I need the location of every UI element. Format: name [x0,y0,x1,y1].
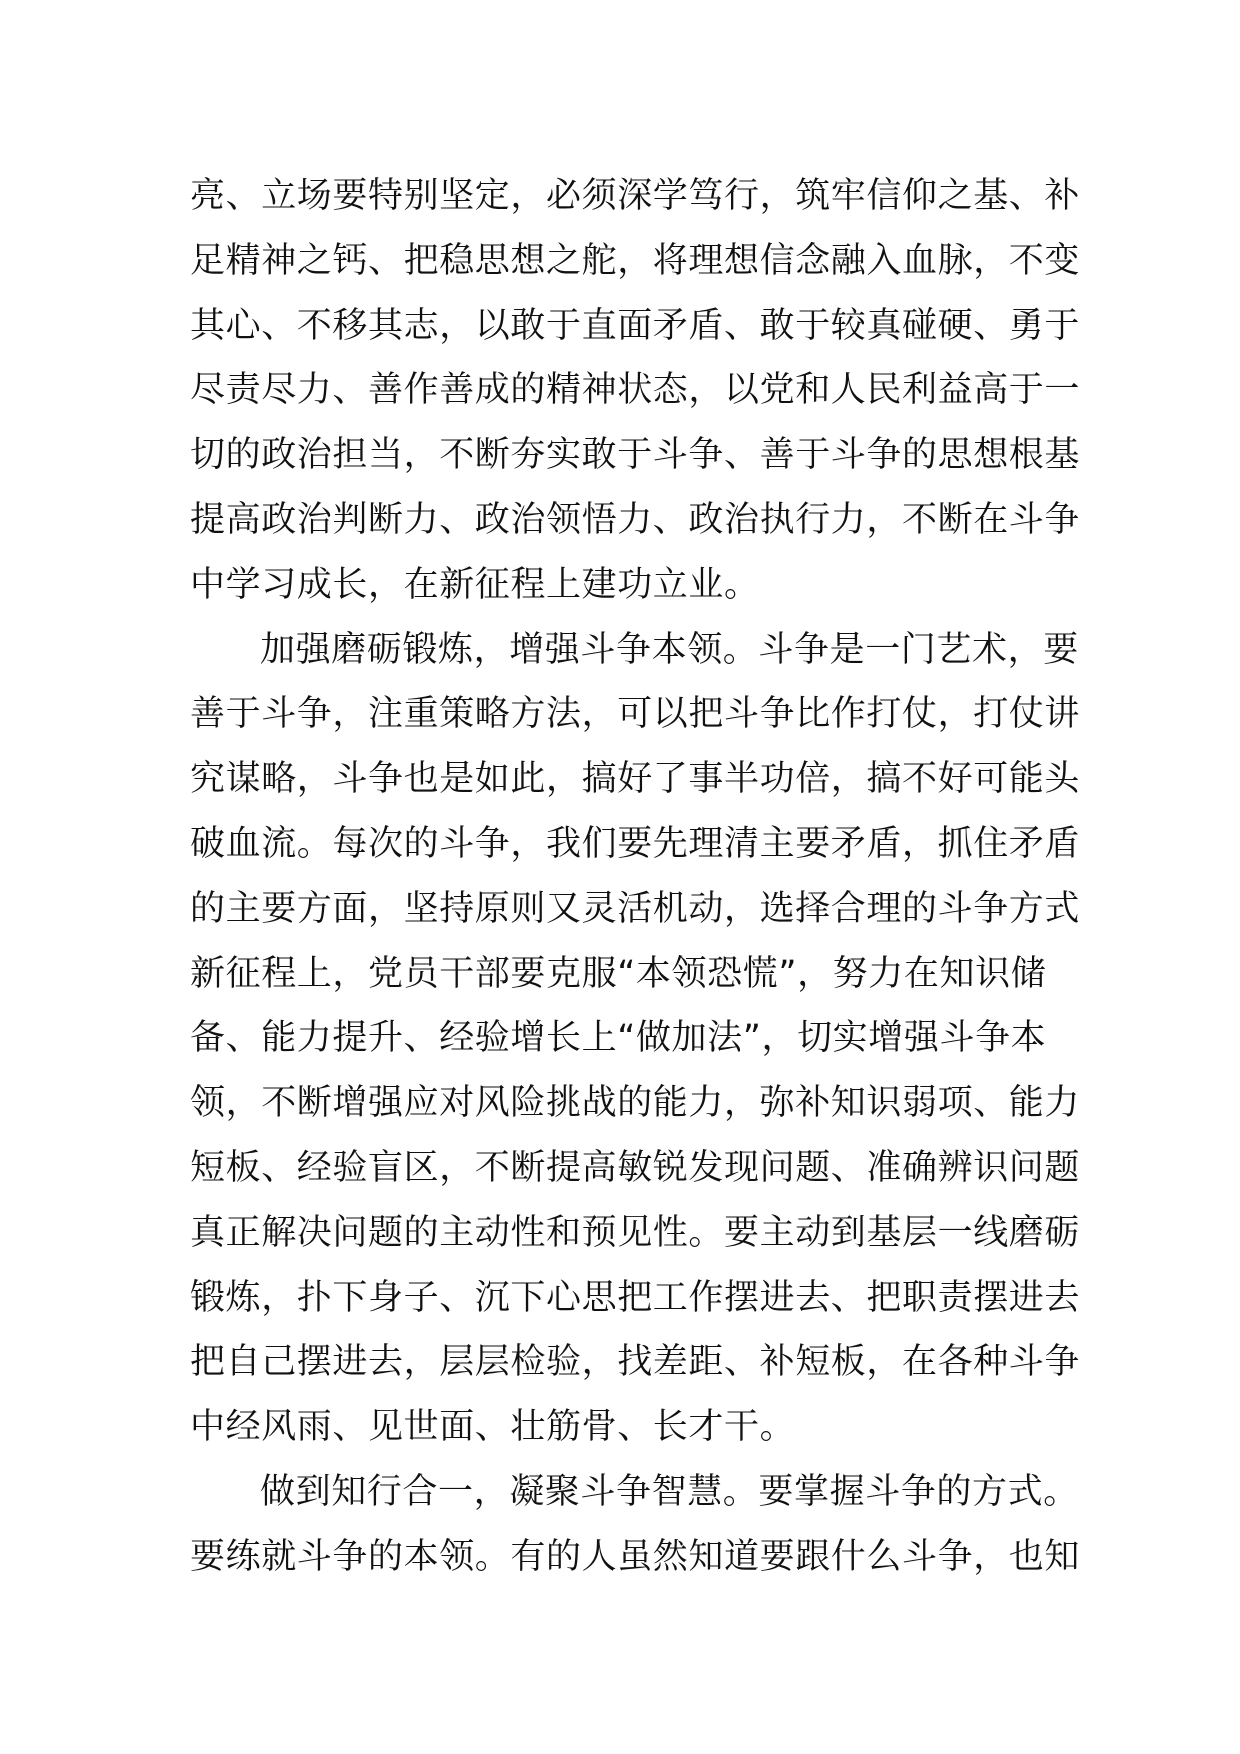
text-line: 亮、立场要特别坚定，必须深学笃行，筑牢信仰之基、补 [190,176,1081,216]
text-line: 要练就斗争的本领。有的人虽然知道要跟什么斗争，也知 [190,1536,1081,1577]
text-line: 把自己摆进去，层层检验，找差距、补短板，在各种斗争 [190,1342,1081,1383]
text-line: 锻炼，扑下身子、沉下心思把工作摆进去、把职责摆进去 [190,1277,1081,1318]
text-line: 领，不断增强应对风险挑战的能力，弥补知识弱项、能力 [190,1083,1081,1124]
text-line: 中学习成长，在新征程上建功立业。 [190,564,760,605]
text-line: 善于斗争，注重策略方法，可以把斗争比作打仗，打仗讲 [190,694,1081,735]
text-line: 尽责尽力、善作善成的精神状态，以党和人民利益高于一 [190,370,1081,411]
text-line: 足精神之钙、把稳思想之舵，将理想信念融入血脉，不变 [190,240,1081,281]
text-line: 其心、不移其志，以敢于直面矛盾、敢于较真碰硬、勇于 [190,305,1081,346]
text-line: 切的政治担当，不断夯实敢于斗争、善于斗争的思想根基 [190,435,1081,476]
text-line: 真正解决问题的主动性和预见性。要主动到基层一线磨砺 [190,1212,1081,1253]
text-line: 提高政治判断力、政治领悟力、政治执行力，不断在斗争 [190,499,1081,540]
text-line: 破血流。每次的斗争，我们要先理清主要矛盾，抓住矛盾 [190,823,1081,864]
paragraph-heading-line: 加强磨砺锻炼，增强斗争本领。斗争是一门艺术，要 [260,629,1079,670]
paragraph-heading-line: 做到知行合一，凝聚斗争智慧。要掌握斗争的方式。 [260,1471,1079,1512]
text-line: 究谋略，斗争也是如此，搞好了事半功倍，搞不好可能头 [190,759,1081,800]
text-line: 短板、经验盲区，不断提高敏锐发现问题、准确辨识问题 [190,1147,1081,1188]
text-line: 新征程上，党员干部要克服“本领恐慌”，努力在知识储 [190,953,1047,994]
text-line: 备、能力提升、经验增长上“做加法”，切实增强斗争本 [190,1018,1047,1059]
body-text [190,164,1081,1590]
text-line: 的主要方面，坚持原则又灵活机动，选择合理的斗争方式 [190,888,1081,929]
text-line: 中经风雨、见世面、壮筋骨、长才干。 [190,1407,796,1448]
